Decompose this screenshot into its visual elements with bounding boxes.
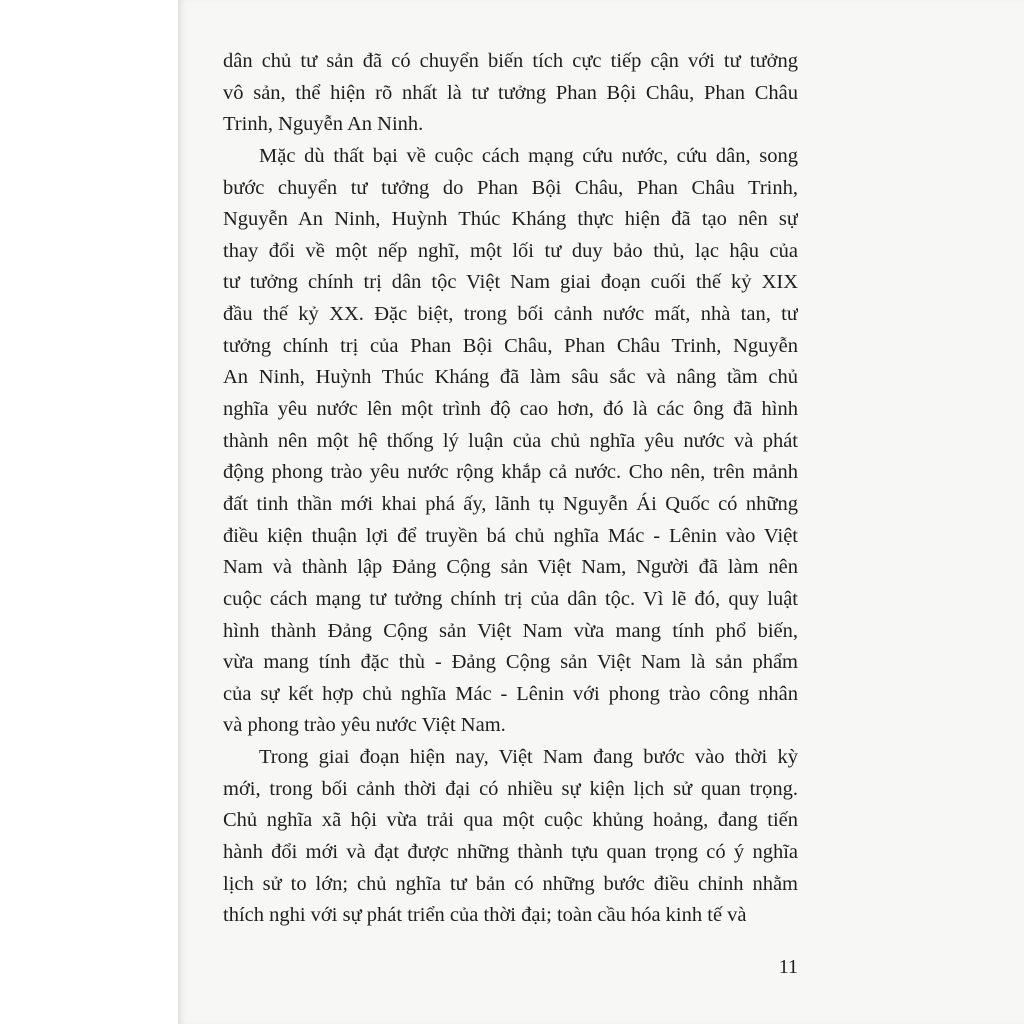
text-line: hình thành Đảng Cộng sản Việt Nam vừa mang tính phổ biến, (223, 619, 798, 642)
text-line: An Ninh, Huỳnh Thúc Kháng đã làm sâu sắc và nâng tầm chủ (223, 366, 798, 389)
text-line: thành nên một hệ thống lý luận của chủ nghĩa yêu nước và phát (223, 429, 798, 452)
text-line: đất tinh thần mới khai phá ấy, lãnh tụ Nguyễn Ái Quốc có những (223, 492, 798, 515)
text-line: nghĩa yêu nước lên một trình độ cao hơn, đó là các ông đã hình (223, 398, 798, 421)
text-line: điều kiện thuận lợi để truyền bá chủ nghĩa Mác - Lênin vào Việt (223, 524, 798, 547)
text-line: Mặc dù thất bại về cuộc cách mạng cứu nước, cứu dân, song (259, 144, 798, 167)
body-text (223, 46, 798, 932)
paragraph (223, 141, 798, 742)
text-line: tư tưởng chính trị dân tộc Việt Nam giai đoạn cuối thế kỷ XIX (223, 271, 798, 294)
text-line: đầu thế kỷ XX. Đặc biệt, trong bối cảnh nước mất, nhà tan, tư (223, 303, 798, 326)
text-line: cuộc cách mạng tư tưởng chính trị của dân tộc. Vì lẽ đó, quy luật (223, 587, 798, 610)
text-line: Nguyễn An Ninh, Huỳnh Thúc Kháng thực hiện đã tạo nên sự (223, 208, 798, 231)
text-line: dân chủ tư sản đã có chuyển biến tích cực tiếp cận với tư tưởng (223, 50, 798, 72)
text-line: Trong giai đoạn hiện nay, Việt Nam đang bước vào thời kỳ (259, 746, 798, 769)
text-line: động phong trào yêu nước rộng khắp cả nước. Cho nên, trên mảnh (223, 461, 798, 484)
paragraph (223, 46, 798, 141)
text-line: hành đổi mới và đạt được những thành tựu quan trọng có ý nghĩa (223, 841, 798, 864)
text-line: Chủ nghĩa xã hội vừa trải qua một cuộc khủng hoảng, đang tiến (223, 809, 798, 832)
text-line: lịch sử to lớn; chủ nghĩa tư bản có những bước điều chỉnh nhằm (223, 872, 798, 895)
page-number: 11 (778, 956, 798, 978)
text-line: và phong trào yêu nước Việt Nam. (223, 714, 506, 737)
text-line: Nam và thành lập Đảng Cộng sản Việt Nam, Người đã làm nên (223, 556, 798, 579)
text-line: Trinh, Nguyễn An Ninh. (223, 113, 424, 136)
text-line: bước chuyển tư tưởng do Phan Bội Châu, Phan Châu Trinh, (223, 176, 798, 199)
text-line: thích nghi với sự phát triển của thời đại; toàn cầu hóa kinh tế và (223, 904, 747, 927)
text-line: thay đổi về một nếp nghĩ, một lối tư duy bảo thủ, lạc hậu của (223, 239, 798, 262)
text-line: vô sản, thể hiện rõ nhất là tư tưởng Phan Bội Châu, Phan Châu (223, 81, 798, 104)
text-line: mới, trong bối cảnh thời đại có nhiều sự kiện lịch sử quan trọng. (223, 777, 798, 800)
text-line: vừa mang tính đặc thù - Đảng Cộng sản Việt Nam là sản phẩm (223, 651, 798, 674)
text-line: của sự kết hợp chủ nghĩa Mác - Lênin với phong trào công nhân (223, 682, 798, 705)
paragraph (223, 742, 798, 932)
text-line: tưởng chính trị của Phan Bội Châu, Phan Châu Trinh, Nguyễn (223, 334, 798, 357)
